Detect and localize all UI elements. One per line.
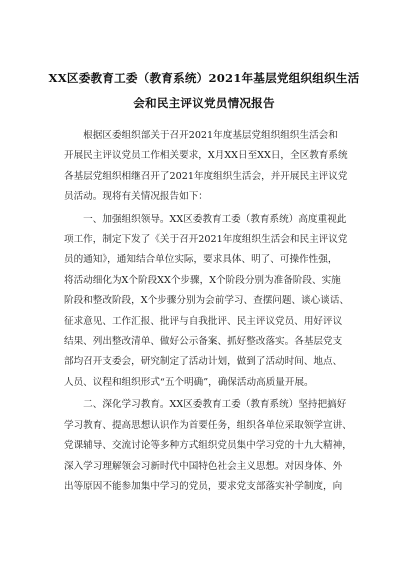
- text-line: 部均召开支委会，研究制定了活动计划，做到了活动时间、地点、: [64, 356, 343, 368]
- text-line: 人员、议程和组织形式“五个明确”，确保活动高质量开展。: [64, 376, 314, 388]
- text-line: 深入学习理解领会习新时代中国特色社会主义思想。对因身体、外: [64, 460, 343, 472]
- text-line: 项工作，制定下发了《关于召开2021年度组织生活会和民主评议党: [64, 234, 348, 246]
- text-line: 根据区委组织部关于召开2021年度基层党组织组织生活会和: [64, 130, 338, 141]
- text-line: 一、加强组织领导。XX区委教育工委（教育系统）高度重视此: [64, 213, 347, 225]
- text-line: 党课辅导、交流讨论等多种方式组织党员集中学习党的十九大精神，: [64, 440, 352, 452]
- text-line: 二、深化学习教育。XX区委教育工委（教育系统）坚持把搞好: [64, 399, 347, 411]
- title-line-2: 会和民主评议党员情况报告: [133, 96, 275, 110]
- text-line: 将活动细化为X个阶段XX个步骤，X个阶段分别为准备阶段、实施: [64, 274, 341, 286]
- text-line: 员活动。现将有关情况报告如下：: [64, 191, 208, 203]
- text-line: 阶段和整改阶段，X个步骤分别为会前学习、查摆问题、谈心谈话、: [64, 295, 350, 307]
- text-line: 员的通知》，通知结合单位实际，要求具体、明了、可操作性强，: [64, 254, 338, 266]
- text-line: 征求意见、工作汇报、批评与自我批评、民主评议党员、用好评议: [64, 315, 343, 327]
- paragraph-organization: [64, 210, 354, 394]
- paragraph-intro: [64, 126, 354, 208]
- title-line-1: XX区委教育工委（教育系统）2021年基层党组织组织生活: [48, 71, 360, 85]
- text-line: 出等原因不能参加集中学习的党员，要求党支部落实补学制度，向: [64, 480, 343, 492]
- text-line: 各基层党组织相继召开了2021年度组织生活会，并开展民主评议党: [64, 170, 348, 182]
- text-line: 结果、列出整改清单、做好公示备案、抓好整改落实。各基层党支: [64, 336, 343, 348]
- text-line: 学习教育、提高思想认识作为首要任务，组织各单位采取领学宣讲、: [64, 419, 352, 431]
- text-line: 开展民主评议党员工作相关要求，X月XX日至XX日，全区教育系统: [64, 150, 348, 162]
- paragraph-study: [64, 395, 354, 497]
- document-body: [64, 126, 354, 499]
- document-title: [40, 66, 368, 116]
